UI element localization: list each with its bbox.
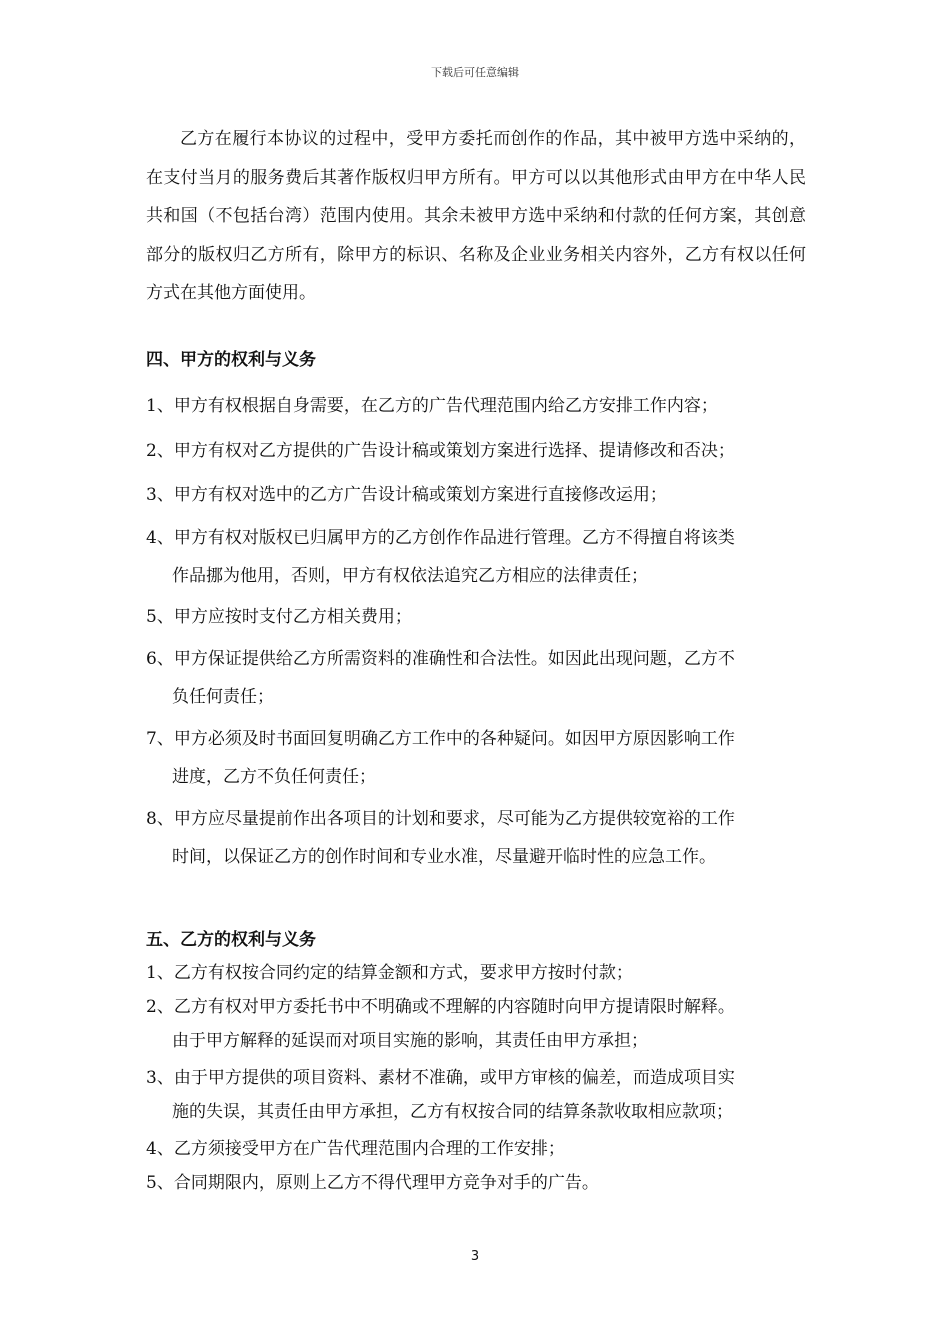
item-text: 1、乙方有权按合同约定的结算金额和方式，要求甲方按时付款； (146, 963, 633, 983)
section4-item-4 (146, 519, 810, 595)
section5-item-5 (146, 1166, 810, 1200)
section5-item-2 (146, 990, 810, 1058)
item-text: 2、乙方有权对甲方委托书中不明确或不理解的内容随时向甲方提请限时解释。 (146, 997, 735, 1017)
item-text: 4、乙方须接受甲方在广告代理范围内合理的工作安排； (146, 1139, 565, 1159)
section4-item-6 (146, 640, 810, 716)
item-text: 5、甲方应按时支付乙方相关费用； (146, 607, 412, 627)
item-text: 7、甲方必须及时书面回复明确乙方工作中的各种疑问。如因甲方原因影响工作 (146, 729, 735, 749)
section4-item-3 (146, 476, 810, 514)
page-number: 3 (470, 1249, 480, 1264)
item-text: 8、甲方应尽量提前作出各项目的计划和要求，尽可能为乙方提供较宽裕的工作 (146, 809, 735, 829)
section4-item-8 (146, 800, 810, 876)
item-text-continued: 进度，乙方不负任何责任； (172, 767, 376, 787)
section4-item-1 (146, 387, 810, 425)
item-text: 3、由于甲方提供的项目资料、素材不准确，或甲方审核的偏差，而造成项目实 (146, 1068, 735, 1088)
section4-item-5 (146, 598, 810, 636)
item-text-continued: 由于甲方解释的延误而对项目实施的影响，其责任由甲方承担； (172, 1031, 648, 1051)
item-text: 3、甲方有权对选中的乙方广告设计稿或策划方案进行直接修改运用； (146, 485, 667, 505)
section4-item-2 (146, 432, 810, 470)
item-text-continued: 时间，以保证乙方的创作时间和专业水准，尽量避开临时性的应急工作。 (172, 847, 716, 867)
section5-title: 五、乙方的权利与义务 (146, 930, 316, 950)
section4-item-7 (146, 720, 810, 796)
section5-item-1 (146, 956, 810, 990)
section4-title: 四、甲方的权利与义务 (146, 350, 316, 370)
item-text-continued: 施的失误，其责任由甲方承担，乙方有权按合同的结算条款收取相应款项； (172, 1102, 733, 1122)
item-text: 5、合同期限内，原则上乙方不得代理甲方竞争对手的广告。 (146, 1173, 599, 1193)
item-text: 1、甲方有权根据自身需要，在乙方的广告代理范围内给乙方安排工作内容； (146, 396, 718, 416)
item-text: 6、甲方保证提供给乙方所需资料的准确性和合法性。如因此出现问题，乙方不 (146, 649, 735, 669)
section5-item-4 (146, 1132, 810, 1166)
item-text-continued: 作品挪为他用，否则，甲方有权依法追究乙方相应的法律责任； (172, 566, 648, 586)
item-text: 4、甲方有权对版权已归属甲方的乙方创作作品进行管理。乙方不得擅自将该类 (146, 528, 735, 548)
header-note: 下载后可任意编辑 (431, 66, 519, 79)
intro-paragraph: 乙方在履行本协议的过程中，受甲方委托而创作的作品，其中被甲方选中采纳的，在支付当月的服务费后其著作版权归甲方所有。甲方可以以其他形式由甲方在中华人民共和国（不包括台湾）范围内使用。其余未被甲方选中采纳和付款的任何方案，其创意部分的版权归乙方所有，除甲方的标识、名称及企业业务相关内容外，乙方有权以任何方式在其他方面使用。 (146, 129, 806, 303)
item-text-continued: 负任何责任； (172, 687, 274, 707)
item-text: 2、甲方有权对乙方提供的广告设计稿或策划方案进行选择、提请修改和否决； (146, 441, 735, 461)
section5-item-3 (146, 1061, 810, 1129)
